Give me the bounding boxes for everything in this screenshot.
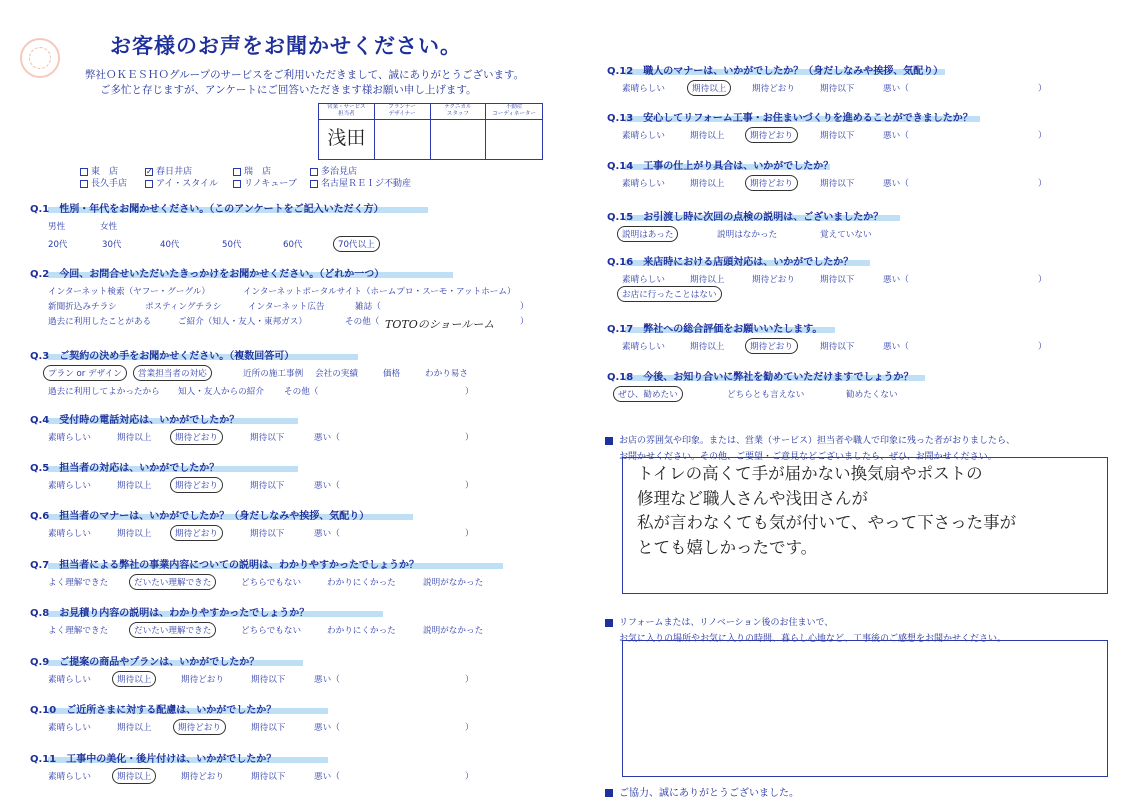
question-text: Q.9 ご提案の商品やプランは、いかがでしたか？ [30, 657, 260, 668]
checkbox-icon[interactable] [145, 180, 153, 188]
answer-option[interactable]: ） [1038, 84, 1047, 94]
selected-answer-option[interactable]: ぜひ、勧めたい [613, 386, 683, 402]
answer-option[interactable]: 期待以上 [117, 433, 152, 443]
answer-option[interactable]: 50代 [222, 240, 242, 250]
answer-option[interactable]: インターネット検索（ヤフー・グーグル） [48, 287, 210, 297]
answer-option[interactable]: ） [465, 772, 474, 782]
bullet-square-icon [605, 619, 613, 627]
store-label: 名古屋ＲＥＩジ不動産 [321, 179, 412, 189]
answer-option[interactable]: 期待以下 [820, 131, 855, 141]
answer-option[interactable]: ） [465, 675, 474, 685]
answer-option[interactable]: 悪い（ [883, 342, 909, 352]
question-text: Q.11 工事中の美化・後片付けは、いかがでしたか？ [30, 754, 277, 765]
answer-option[interactable]: 60代 [283, 240, 303, 250]
answer-option[interactable]: その他（ [284, 387, 319, 397]
answer-option[interactable]: 近所の施工事例 [243, 369, 304, 379]
bullet-square-icon [605, 437, 613, 445]
selected-answer-option[interactable]: お店に行ったことはない [617, 286, 722, 302]
answer-option[interactable]: ） [465, 723, 474, 733]
handwritten-comment: トイレの高くて手が届かない換気扇やポストの 修理など職人さんや浅田さんが 私が言わなくても気が付いて、やって下さった事が とても嬉しかったです。 [637, 464, 1017, 557]
answer-option[interactable]: 期待以上 [117, 723, 152, 733]
selected-answer-option[interactable]: 期待どおり [173, 719, 226, 735]
survey-title: お客様のお声をお聞かせください。 [110, 34, 462, 58]
intro-line: 弊社ＯＫＥＳＨＯグループのサービスをご利用いただきまして、誠にありがとうございます。 [85, 69, 525, 81]
answer-option[interactable]: 悪い（ [314, 675, 340, 685]
answer-option[interactable]: ポスティングチラシ [145, 302, 222, 312]
question-text: Q.15 お引渡し時に次回の点検の説明は、ございましたか？ [607, 212, 884, 223]
store-label: 長久手店 [91, 179, 128, 189]
selected-answer-option[interactable]: 期待以上 [687, 80, 731, 96]
store-option[interactable] [310, 176, 411, 189]
answer-option[interactable]: よく理解できた [48, 578, 109, 588]
selected-answer-option[interactable]: 期待以上 [112, 768, 156, 784]
answer-option[interactable]: 説明がなかった [423, 626, 484, 636]
answer-option[interactable]: 期待以下 [820, 275, 855, 285]
answer-option[interactable]: 悪い（ [883, 131, 909, 141]
checkbox-icon[interactable] [80, 168, 88, 176]
answer-option[interactable]: 男性 [48, 222, 66, 232]
selected-answer-option[interactable]: 70代以上 [333, 236, 380, 252]
answer-option[interactable]: 説明はなかった [717, 230, 778, 240]
store-option[interactable] [80, 176, 127, 189]
answer-option[interactable]: わかりにくかった [327, 578, 396, 588]
checkbox-icon[interactable] [233, 180, 241, 188]
answer-option[interactable]: 説明がなかった [423, 578, 484, 588]
answer-option[interactable]: 期待どおり [752, 275, 795, 285]
answer-option[interactable]: 素晴らしい [48, 433, 91, 443]
selected-answer-option[interactable]: 期待どおり [745, 127, 798, 143]
answer-option[interactable]: 40代 [160, 240, 180, 250]
question-text: Q.7 担当者による弊社の事業内容についての説明は、わかりやすかったでしょうか？ [30, 560, 420, 571]
selected-answer-option[interactable]: 期待どおり [170, 477, 223, 493]
answer-option[interactable]: ） [465, 433, 474, 443]
answer-option[interactable]: 素晴らしい [48, 675, 91, 685]
question-text: Q.13 安心してリフォーム工事・お住まいづくりを進めることができましたか？ [607, 113, 973, 124]
question-text: Q.6 担当者のマナーは、いかがでしたか？（身だしなみや挨拶、気配り） [30, 511, 370, 522]
answer-option[interactable]: 悪い（ [883, 179, 909, 189]
answer-option[interactable]: 期待以上 [117, 481, 152, 491]
answer-option[interactable]: 素晴らしい [622, 131, 665, 141]
answer-option[interactable]: 会社の実績 [315, 369, 358, 379]
comment-prompt-2: リフォームまたは、リノベーション後のお住まいで、 お気に入りの場所やお気に入りの時間、暮らし心地など、工事後のご感想をお聞かせください。 [605, 615, 1006, 644]
question-text: Q.10 ご近所さまに対する配慮は、いかがでしたか？ [30, 705, 277, 716]
store-option[interactable] [145, 176, 218, 189]
question-text: Q.4 受付時の電話対応は、いかがでしたか？ [30, 415, 240, 426]
selected-answer-option[interactable]: 期待どおり [170, 525, 223, 541]
answer-option[interactable]: わかりにくかった [327, 626, 396, 636]
answer-option[interactable]: 素晴らしい [48, 772, 91, 782]
staff-name-field[interactable]: 浅田 [319, 120, 375, 159]
staff-header: 営業・サービス 担当者 [319, 104, 375, 120]
answer-option[interactable]: 期待どおり [181, 772, 224, 782]
question-text: Q.1 性別・年代をお聞かせください。（このアンケートをご記入いただく方） [30, 204, 384, 215]
answer-option[interactable]: 期待以下 [820, 84, 855, 94]
answer-option[interactable]: 素晴らしい [622, 275, 665, 285]
answer-option[interactable]: インターネットポータルサイト（ホームプロ・スーモ・アットホーム） [243, 287, 516, 297]
impression-comment-box[interactable] [622, 457, 1108, 594]
answer-option[interactable]: 悪い（ [314, 529, 340, 539]
question-text: Q.2 今回、お問合せいただいたきっかけをお聞かせください。（どれか一つ） [30, 269, 385, 280]
answer-option[interactable]: 期待以下 [250, 433, 285, 443]
question-text: Q.17 弊社への総合評価をお願いいたします。 [607, 324, 823, 335]
answer-option[interactable]: 素晴らしい [622, 84, 665, 94]
selected-answer-option[interactable]: 期待どおり [745, 338, 798, 354]
answer-option[interactable]: 期待以上 [690, 131, 725, 141]
answer-option[interactable]: ） [1038, 131, 1047, 141]
answer-option[interactable]: 過去に利用したことがある [48, 317, 152, 327]
answer-option[interactable]: ） [520, 317, 529, 327]
question-text: Q.3 ご契約の決め手をお聞かせください。（複数回答可） [30, 351, 295, 362]
answer-option[interactable]: 期待以上 [690, 179, 725, 189]
selected-answer-option[interactable]: だいたい理解できた [129, 622, 216, 638]
store-label: リノキューブ [244, 179, 297, 189]
answer-option[interactable]: 期待以下 [820, 179, 855, 189]
answer-option[interactable]: どちらでもない [241, 578, 302, 588]
selected-answer-option[interactable]: プラン or デザイン [43, 365, 127, 381]
selected-answer-option[interactable]: 営業担当者の対応 [133, 365, 212, 381]
checkbox-icon[interactable]: ✓ [146, 166, 153, 176]
selected-answer-option[interactable]: 説明はあった [617, 226, 678, 242]
answer-option[interactable]: その他（ [345, 317, 380, 327]
answer-option[interactable]: インターネット広告 [248, 302, 325, 312]
answer-option[interactable]: 20代 [48, 240, 68, 250]
answer-option[interactable]: どちらでもない [241, 626, 302, 636]
answer-option[interactable]: 素晴らしい [622, 342, 665, 352]
answer-option[interactable]: 期待以上 [690, 342, 725, 352]
store-option[interactable] [233, 176, 297, 189]
answer-option[interactable]: 悪い（ [883, 84, 909, 94]
answer-option[interactable]: 新聞折込みチラシ [48, 302, 117, 312]
technical-field[interactable] [431, 120, 487, 159]
answer-option[interactable]: 素晴らしい [48, 529, 91, 539]
answer-option[interactable]: 期待以上 [690, 275, 725, 285]
staff-header: プランナー デザイナー [375, 104, 431, 120]
answer-option[interactable]: 価格 [383, 369, 401, 379]
question-text: Q.5 担当者の対応は、いかがでしたか？ [30, 463, 220, 474]
answer-option[interactable]: 30代 [102, 240, 122, 250]
stamp-mark [20, 38, 60, 78]
answer-option[interactable]: 悪い（ [314, 481, 340, 491]
question-text: Q.18 今後、お知り合いに弊社を勧めていただけますでしょうか？ [607, 372, 914, 383]
answer-option[interactable]: 悪い（ [314, 772, 340, 782]
answer-option[interactable]: 期待以下 [251, 723, 286, 733]
comment-prompt-1: お店の雰囲気や印象。または、営業（サービス）担当者や職人で印象に残った者がおりましたら、 お聞かせください。その他、ご要望・ご意見などございましたら、ぜひ、お聞かせください。 [605, 433, 1015, 462]
answer-option[interactable]: 期待以下 [251, 772, 286, 782]
answer-option[interactable]: ） [1038, 179, 1047, 189]
staff-header: 不動産 コーディネーター [486, 104, 542, 120]
after-renovation-comment-box[interactable] [622, 640, 1108, 777]
answer-option[interactable]: 期待どおり [181, 675, 224, 685]
answer-option[interactable]: ） [1038, 275, 1047, 285]
answer-option[interactable]: 覚えていない [820, 230, 872, 240]
selected-answer-option[interactable]: 期待どおり [170, 429, 223, 445]
answer-option[interactable]: 期待以下 [250, 481, 285, 491]
answer-option[interactable]: 素晴らしい [48, 723, 91, 733]
checkbox-icon[interactable] [233, 168, 241, 176]
handwritten-answer: TOTOのショールーム [385, 318, 495, 331]
store-label: アイ・スタイル [156, 179, 219, 189]
selected-answer-option[interactable]: 期待どおり [745, 175, 798, 191]
answer-option[interactable]: 期待どおり [752, 84, 795, 94]
answer-option[interactable]: 素晴らしい [48, 481, 91, 491]
selected-answer-option[interactable]: だいたい理解できた [129, 574, 216, 590]
selected-answer-option[interactable]: 期待以上 [112, 671, 156, 687]
planner-field[interactable] [375, 120, 431, 159]
staff-header: テクニカル スタッフ [431, 104, 487, 120]
answer-option[interactable]: 素晴らしい [622, 179, 665, 189]
answer-option[interactable]: ） [465, 481, 474, 491]
answer-option[interactable]: ご紹介（知人・友人・東邦ガス） [178, 317, 307, 327]
checkbox-icon[interactable] [310, 168, 318, 176]
answer-option[interactable]: 過去に利用してよかったから [48, 387, 160, 397]
checkbox-icon[interactable] [310, 180, 318, 188]
answer-option[interactable]: 悪い（ [314, 433, 340, 443]
store-label: 東 店 [91, 167, 119, 177]
answer-option[interactable]: 勧めたくない [846, 390, 898, 400]
answer-option[interactable]: 期待以上 [117, 529, 152, 539]
answer-option[interactable]: どちらとも言えない [727, 390, 805, 400]
answer-option[interactable]: わかり易さ [425, 369, 468, 379]
answer-option[interactable]: ） [1038, 342, 1047, 352]
question-text: Q.14 工事の仕上がり具合は、いかがでしたか？ [607, 161, 834, 172]
staff-table [318, 103, 543, 160]
answer-option[interactable]: よく理解できた [48, 626, 109, 636]
answer-option[interactable]: 期待以下 [251, 675, 286, 685]
intro-line: ご多忙と存じますが、アンケートにご回答いただきます様お願い申し上げます。 [100, 84, 477, 96]
store-label: 春日井店 [156, 167, 193, 177]
answer-option[interactable]: 期待以下 [820, 342, 855, 352]
answer-option[interactable]: 雑誌（ [355, 302, 381, 312]
checkbox-icon[interactable] [80, 180, 88, 188]
thanks-line: ご協力、誠にありがとうございました。 [605, 784, 799, 799]
answer-option[interactable]: 悪い（ [314, 723, 340, 733]
bullet-square-icon [605, 789, 613, 797]
store-label: 瑞 店 [244, 167, 272, 177]
answer-option[interactable]: 知人・友人からの紹介 [178, 387, 264, 397]
question-text: Q.8 お見積り内容の説明は、わかりやすかったでしょうか？ [30, 608, 310, 619]
answer-option[interactable]: ） [465, 387, 474, 397]
answer-option[interactable]: ） [520, 302, 529, 312]
answer-option[interactable]: 悪い（ [883, 275, 909, 285]
answer-option[interactable]: ） [465, 529, 474, 539]
answer-option[interactable]: 期待以下 [250, 529, 285, 539]
question-text: Q.12 職人のマナーは、いかがでしたか？（身だしなみや挨拶、気配り） [607, 66, 944, 77]
answer-option[interactable]: 女性 [100, 222, 118, 232]
store-label: 多治見店 [321, 167, 358, 177]
question-text: Q.16 来店時における店頭対応は、いかがでしたか？ [607, 257, 854, 268]
realestate-field[interactable] [486, 120, 542, 159]
